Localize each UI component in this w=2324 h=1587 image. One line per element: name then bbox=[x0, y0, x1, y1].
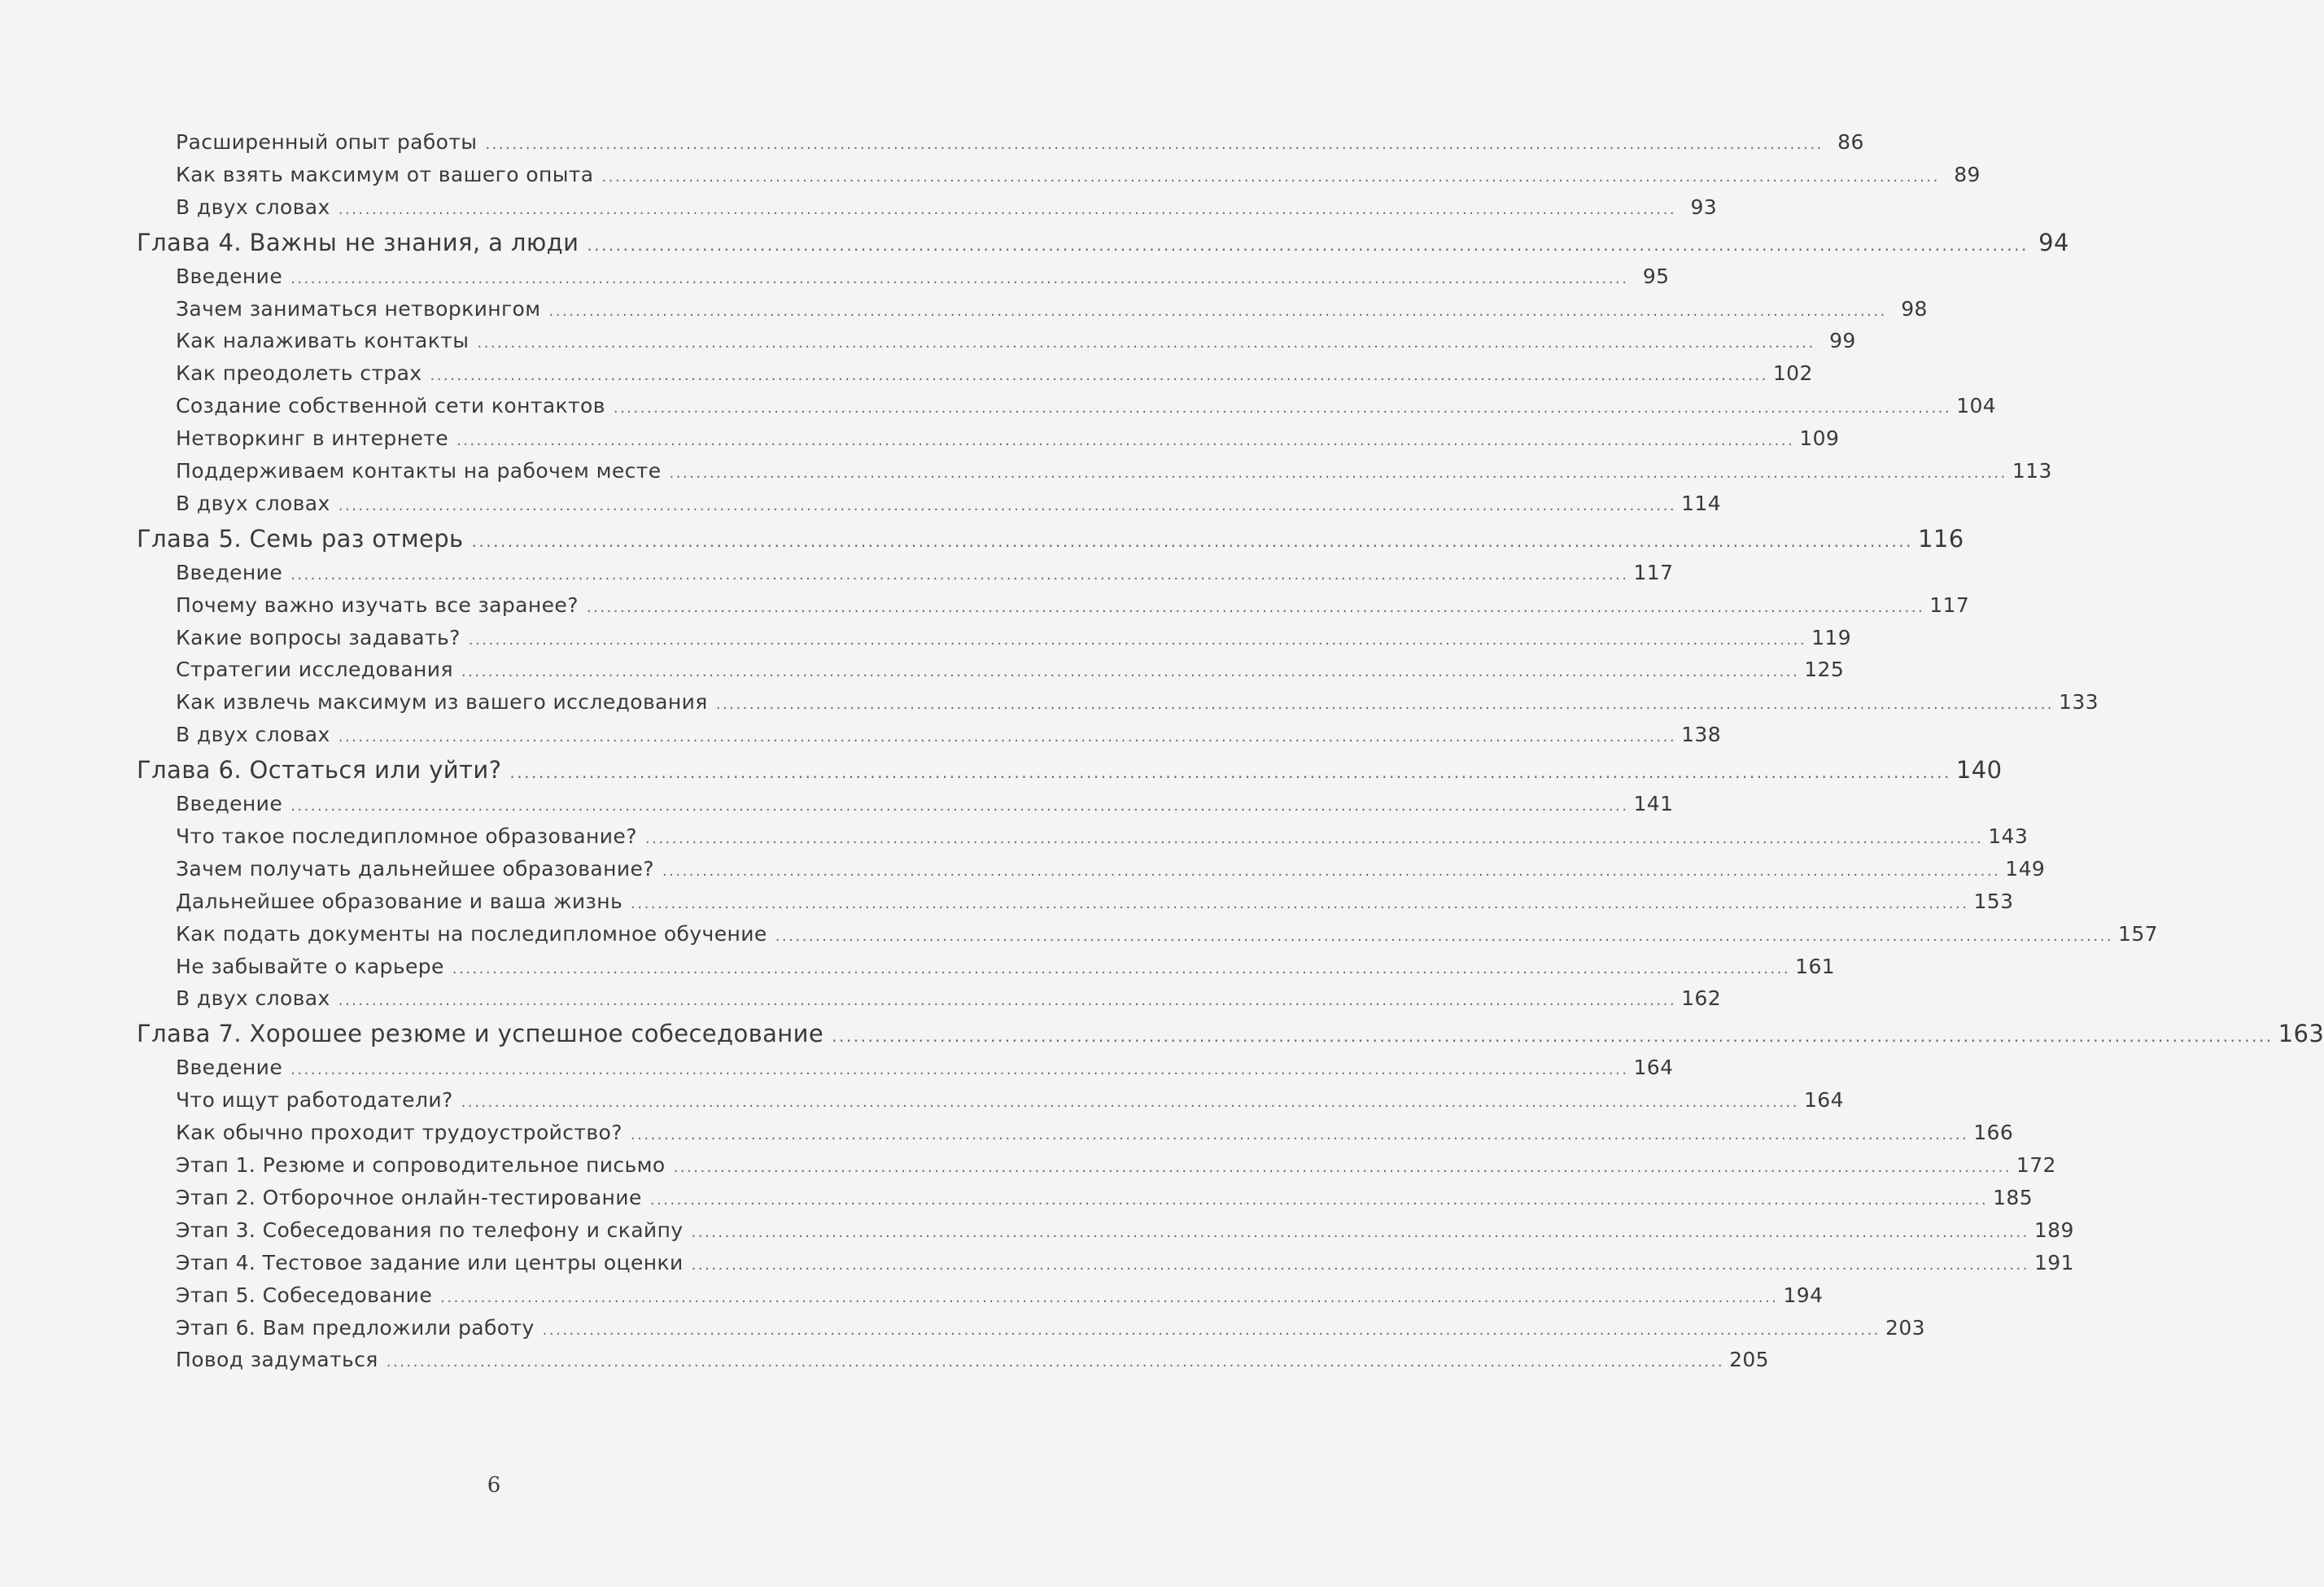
toc-section-entry bbox=[137, 426, 1840, 459]
toc-section-entry bbox=[137, 264, 1670, 297]
toc-chapter-entry bbox=[137, 228, 2069, 264]
toc-section-entry bbox=[137, 954, 1836, 987]
toc-section-entry bbox=[137, 1348, 1769, 1380]
toc-entry-title: Как подать документы на последипломное обучение bbox=[176, 921, 767, 946]
toc-entry-title: Как взять максимум от вашего опыта bbox=[176, 162, 594, 186]
toc-dot-leader: ........................................................................................................................................................................................................ bbox=[290, 1061, 1629, 1079]
toc-dot-leader: ........................................................................................................................................................................................................ bbox=[338, 496, 1677, 514]
toc-entry-page: 117 bbox=[1929, 592, 1970, 617]
toc-section-entry bbox=[137, 1185, 2033, 1218]
toc-entry-title: Поддерживаем контакты на рабочем месте bbox=[176, 459, 662, 483]
toc-entry-title: Как обычно проходит трудоустройство? bbox=[176, 1121, 622, 1145]
toc-section-entry bbox=[137, 690, 2099, 723]
toc-chapter-entry bbox=[137, 1020, 2324, 1056]
toc-entry-page: 125 bbox=[1804, 658, 1845, 682]
toc-section-entry bbox=[137, 162, 1981, 195]
toc-dot-leader: ........................................................................................................................................................................................................ bbox=[440, 1288, 1779, 1306]
toc-dot-leader: ........................................................................................................................................................................................................ bbox=[715, 696, 2055, 714]
toc-entry-page: 140 bbox=[1955, 756, 2003, 785]
toc-entry-page: 133 bbox=[2059, 690, 2099, 715]
toc-section-entry bbox=[137, 1153, 2056, 1186]
toc-dot-leader: ........................................................................................................................................................................................................ bbox=[338, 200, 1677, 218]
toc-section-entry bbox=[137, 592, 1970, 626]
toc-entry-page: 86 bbox=[1837, 130, 1864, 154]
toc-dot-leader: ........................................................................................................................................................................................................ bbox=[461, 663, 1800, 681]
toc-entry-title: Глава 7. Хорошее резюме и успешное собеседование bbox=[137, 1020, 824, 1048]
toc-entry-title: Нетворкинг в интернете bbox=[176, 426, 448, 451]
toc-dot-leader: ........................................................................................................................................................................................................ bbox=[290, 798, 1629, 815]
toc-dot-leader: ........................................................................................................................................................................................................ bbox=[601, 168, 1940, 186]
page-number: 6 bbox=[487, 1473, 501, 1497]
toc-entry-page: 191 bbox=[2034, 1250, 2074, 1274]
table-of-contents bbox=[137, 130, 2324, 1380]
toc-section-entry bbox=[137, 491, 1721, 524]
toc-dot-leader: ........................................................................................................................................................................................................ bbox=[456, 432, 1795, 450]
toc-section-entry bbox=[137, 296, 1928, 330]
toc-entry-title: Дальнейшее образование и ваша жизнь bbox=[176, 889, 623, 913]
toc-entry-title: Как преодолеть страх bbox=[176, 361, 422, 386]
toc-entry-page: 149 bbox=[2005, 856, 2046, 881]
toc-entry-title: Не забывайте о карьере bbox=[176, 954, 444, 978]
toc-entry-title: Глава 5. Семь раз отмерь bbox=[137, 524, 464, 553]
toc-entry-title: Почему важно изучать все заранее? bbox=[176, 592, 579, 617]
toc-section-entry bbox=[137, 723, 1721, 755]
toc-entry-page: 153 bbox=[1973, 889, 2014, 913]
toc-section-entry bbox=[137, 1283, 1824, 1316]
toc-section-entry bbox=[137, 459, 2052, 492]
toc-entry-title: В двух словах bbox=[176, 986, 330, 1011]
toc-entry-title: Введение bbox=[176, 792, 283, 816]
toc-entry-page: 119 bbox=[1811, 625, 1852, 649]
toc-dot-leader: ........................................................................................................................................................................................................ bbox=[468, 631, 1807, 649]
toc-entry-title: Введение bbox=[176, 264, 283, 288]
toc-entry-title: Этап 2. Отборочное онлайн-тестирование bbox=[176, 1185, 642, 1209]
toc-section-entry bbox=[137, 625, 1852, 658]
toc-dot-leader: ........................................................................................................................................................................................................ bbox=[542, 1321, 1881, 1339]
toc-entry-title: Как извлечь максимум из вашего исследования bbox=[176, 690, 708, 715]
toc-entry-title: Что такое последипломное образование? bbox=[176, 824, 637, 849]
toc-dot-leader: ........................................................................................................................................................................................................ bbox=[386, 1353, 1725, 1371]
toc-dot-leader: ........................................................................................................................................................................................................ bbox=[290, 566, 1629, 584]
toc-dot-leader: ........................................................................................................................................................................................................ bbox=[832, 1026, 2274, 1047]
toc-section-entry bbox=[137, 1218, 2074, 1251]
toc-section-entry bbox=[137, 195, 1718, 228]
toc-dot-leader: ........................................................................................................................................................................................................ bbox=[338, 728, 1677, 746]
toc-dot-leader: ........................................................................................................................................................................................................ bbox=[587, 234, 2029, 255]
toc-entry-page: 98 bbox=[1901, 296, 1928, 321]
toc-section-entry bbox=[137, 1250, 2074, 1283]
toc-section-entry bbox=[137, 1315, 1925, 1349]
toc-dot-leader: ........................................................................................................................................................................................................ bbox=[644, 830, 1984, 848]
toc-chapter-entry bbox=[137, 756, 2003, 792]
toc-entry-title: Этап 5. Собеседование bbox=[176, 1283, 433, 1307]
toc-dot-leader: ........................................................................................................................................................................................................ bbox=[691, 1223, 2029, 1241]
toc-entry-title: Введение bbox=[176, 560, 283, 584]
toc-entry-page: 166 bbox=[1973, 1121, 2014, 1145]
toc-dot-leader: ........................................................................................................................................................................................................ bbox=[630, 1126, 1969, 1144]
toc-dot-leader: ........................................................................................................................................................................................................ bbox=[461, 1094, 1799, 1112]
toc-entry-title: Этап 4. Тестовое задание или центры оценки bbox=[176, 1250, 684, 1274]
toc-entry-page: 205 bbox=[1729, 1348, 1769, 1372]
toc-entry-page: 164 bbox=[1633, 1056, 1674, 1080]
toc-dot-leader: ........................................................................................................................................................................................................ bbox=[586, 598, 1925, 616]
toc-dot-leader: ........................................................................................................................................................................................................ bbox=[485, 136, 1824, 153]
toc-entry-page: 194 bbox=[1783, 1283, 1824, 1307]
toc-dot-leader: ........................................................................................................................................................................................................ bbox=[631, 894, 1969, 912]
toc-entry-page: 99 bbox=[1829, 329, 1856, 353]
toc-section-entry bbox=[137, 560, 1674, 593]
toc-dot-leader: ........................................................................................................................................................................................................ bbox=[649, 1191, 1989, 1209]
toc-section-entry bbox=[137, 1121, 2014, 1153]
toc-entry-title: Зачем получать дальнейшее образование? bbox=[176, 856, 654, 881]
toc-chapter-entry bbox=[137, 524, 1964, 561]
toc-entry-page: 203 bbox=[1885, 1315, 1925, 1340]
toc-entry-title: Как налаживать контакты bbox=[176, 329, 470, 353]
toc-dot-leader: ........................................................................................................................................................................................................ bbox=[430, 367, 1768, 385]
toc-entry-title: Этап 6. Вам предложили работу bbox=[176, 1315, 535, 1340]
toc-entry-page: 157 bbox=[2118, 921, 2158, 946]
toc-dot-leader: ........................................................................................................................................................................................................ bbox=[477, 334, 1815, 352]
toc-dot-leader: ........................................................................................................................................................................................................ bbox=[691, 1256, 2029, 1274]
toc-entry-title: Создание собственной сети контактов bbox=[176, 394, 605, 418]
toc-entry-page: 138 bbox=[1681, 723, 1721, 747]
toc-entry-title: Стратегии исследования bbox=[176, 658, 453, 682]
toc-entry-title: Какие вопросы задавать? bbox=[176, 625, 461, 649]
toc-entry-title: Повод задуматься bbox=[176, 1348, 378, 1372]
toc-entry-title: Зачем заниматься нетворкингом bbox=[176, 296, 541, 321]
toc-dot-leader: ........................................................................................................................................................................................................ bbox=[775, 927, 2114, 945]
toc-entry-page: 164 bbox=[1804, 1088, 1844, 1113]
toc-dot-leader: ........................................................................................................................................................................................................ bbox=[509, 763, 1951, 783]
toc-entry-page: 89 bbox=[1954, 162, 1981, 186]
toc-entry-title: В двух словах bbox=[176, 491, 330, 515]
toc-section-entry bbox=[137, 921, 2158, 955]
toc-section-entry bbox=[137, 824, 2029, 857]
toc-entry-page: 93 bbox=[1690, 195, 1718, 219]
toc-entry-title: В двух словах bbox=[176, 195, 330, 219]
toc-dot-leader: ........................................................................................................................................................................................................ bbox=[662, 862, 2001, 880]
toc-entry-page: 172 bbox=[2016, 1153, 2056, 1178]
toc-entry-page: 102 bbox=[1772, 361, 1813, 386]
toc-entry-page: 141 bbox=[1633, 792, 1674, 816]
toc-section-entry bbox=[137, 792, 1674, 824]
toc-dot-leader: ........................................................................................................................................................................................................ bbox=[471, 531, 1913, 551]
toc-dot-leader: ........................................................................................................................................................................................................ bbox=[452, 960, 1791, 977]
toc-entry-title: Расширенный опыт работы bbox=[176, 130, 478, 154]
toc-entry-title: Глава 6. Остаться или уйти? bbox=[137, 756, 502, 785]
toc-entry-title: Этап 3. Собеседования по телефону и скайпу bbox=[176, 1218, 684, 1242]
toc-section-entry bbox=[137, 130, 1864, 163]
toc-entry-page: 116 bbox=[1918, 524, 1964, 553]
toc-dot-leader: ........................................................................................................................................................................................................ bbox=[548, 302, 1887, 320]
toc-section-entry bbox=[137, 658, 1845, 690]
toc-section-entry bbox=[137, 856, 2046, 890]
toc-entry-page: 161 bbox=[1795, 954, 1836, 978]
toc-section-entry bbox=[137, 361, 1813, 394]
toc-entry-title: Введение bbox=[176, 1056, 283, 1080]
toc-entry-page: 189 bbox=[2034, 1218, 2074, 1242]
toc-section-entry bbox=[137, 329, 1856, 361]
toc-entry-page: 185 bbox=[1993, 1185, 2033, 1209]
toc-section-entry bbox=[137, 986, 1721, 1019]
toc-entry-page: 95 bbox=[1642, 264, 1670, 288]
toc-section-entry bbox=[137, 1056, 1674, 1088]
toc-entry-page: 109 bbox=[1799, 426, 1840, 451]
toc-entry-page: 143 bbox=[1988, 824, 2029, 849]
toc-dot-leader: ........................................................................................................................................................................................................ bbox=[338, 992, 1677, 1010]
toc-entry-title: Этап 1. Резюме и сопроводительное письмо bbox=[176, 1153, 666, 1178]
toc-section-entry bbox=[137, 889, 2014, 922]
toc-entry-page: 104 bbox=[1956, 394, 1997, 418]
toc-entry-page: 117 bbox=[1633, 560, 1674, 584]
toc-entry-page: 163 bbox=[2278, 1020, 2324, 1048]
toc-entry-title: Что ищут работодатели? bbox=[176, 1088, 453, 1113]
toc-dot-leader: ........................................................................................................................................................................................................ bbox=[673, 1159, 2012, 1177]
toc-entry-title: В двух словах bbox=[176, 723, 330, 747]
toc-entry-page: 162 bbox=[1681, 986, 1721, 1011]
toc-entry-page: 94 bbox=[2038, 228, 2069, 256]
toc-entry-title: Глава 4. Важны не знания, а люди bbox=[137, 228, 579, 256]
toc-section-entry bbox=[137, 394, 1997, 426]
toc-entry-page: 114 bbox=[1681, 491, 1721, 515]
toc-dot-leader: ........................................................................................................................................................................................................ bbox=[669, 465, 2007, 483]
toc-entry-page: 113 bbox=[2012, 459, 2052, 483]
toc-dot-leader: ........................................................................................................................................................................................................ bbox=[290, 269, 1629, 287]
toc-section-entry bbox=[137, 1088, 1844, 1121]
toc-dot-leader: ........................................................................................................................................................................................................ bbox=[613, 400, 1952, 418]
